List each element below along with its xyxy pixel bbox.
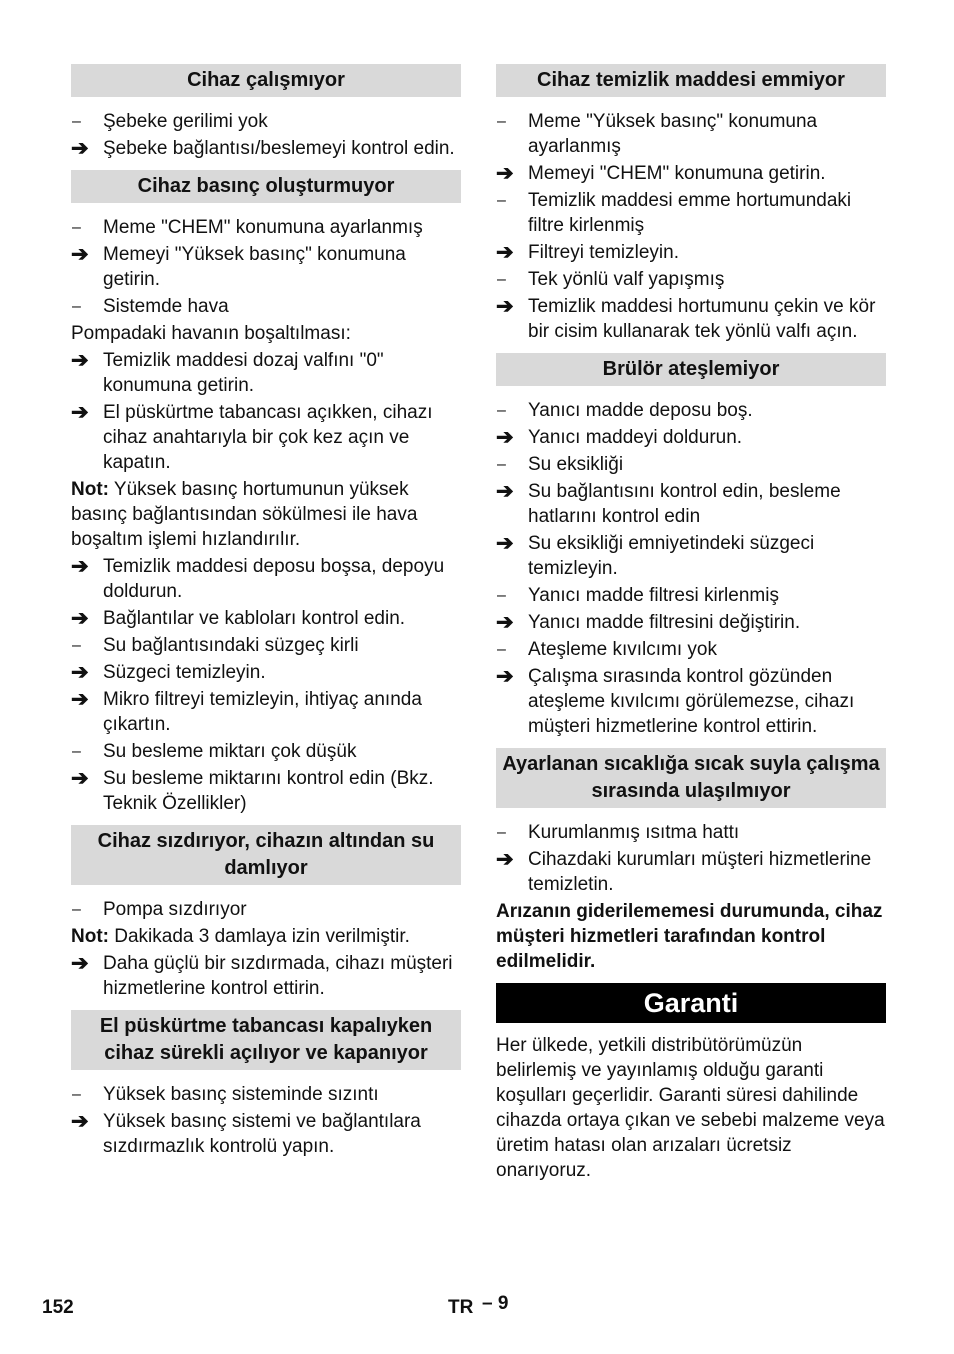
warning-text: Arızanın giderilememesi durumunda, cihaz müşteri hizmetleri tarafından kontrol edilmelidir. [496,901,883,972]
item-text: Şebeke bağlantısı/beslemeyi kontrol edin. [103,138,455,159]
right-sections [496,64,886,974]
note-text: Yüksek basınç hortumunun yüksek basınç bağlantısından sökülmesi ile hava boşaltım işlemi hızlandırılır. [71,479,418,550]
section-heading: Cihaz basınç oluşturmuyor [71,170,461,203]
item-text: Su eksikliği [528,454,624,475]
arrow-right-icon: ➔ [71,767,89,790]
remedy-item [71,348,461,398]
arrow-right-icon: ➔ [496,848,514,871]
note [71,477,461,552]
right-column [496,64,886,1185]
section [496,748,886,974]
problem-item [496,452,886,477]
dash-bullet: – [497,456,506,473]
note-label: Not: [71,479,109,500]
dash-bullet: – [497,113,506,130]
item-text: Temizlik maddesi deposu boşsa, depoyu doldurun. [103,556,445,602]
problem-item [71,294,461,319]
remedy-item [496,161,886,186]
remedy-item [496,294,886,344]
item-text: Yanıcı maddeyi doldurun. [528,427,743,448]
item-text: Temizlik maddesi dozaj valfını "0" konumuna getirin. [103,350,384,396]
arrow-right-icon: ➔ [496,295,514,318]
item-text: Su eksikliği emniyetindeki süzgeci temizleyin. [528,533,815,579]
dash-bullet: – [72,1086,81,1103]
problem-item [71,897,461,922]
arrow-right-icon: ➔ [71,952,89,975]
problem-item [71,1082,461,1107]
remedy-item [496,240,886,265]
garanti-heading: Garanti [496,983,886,1023]
remedy-item [71,554,461,604]
section-heading: Ayarlanan sıcaklığa sıcak suyla çalışma sırasında ulaşılmıyor [496,748,886,808]
item-text: Yüksek basınç sisteminde sızıntı [103,1084,379,1105]
arrow-right-icon: ➔ [71,243,89,266]
dash-bullet: – [72,219,81,236]
remedy-item [71,951,461,1001]
arrow-right-icon: ➔ [496,665,514,688]
item-text: Sistemde hava [103,296,229,317]
remedy-item [496,610,886,635]
section-heading: Brülör ateşlemiyor [496,353,886,386]
arrow-right-icon: ➔ [496,426,514,449]
remedy-item [496,847,886,897]
dash-bullet: – [497,587,506,604]
note-label: Not: [71,926,109,947]
dash-bullet: – [72,743,81,760]
section [71,1010,461,1159]
footer-section: – 9 [482,1293,509,1314]
item-text: Yanıcı madde deposu boş. [528,400,753,421]
section [496,353,886,739]
dash-bullet: – [72,637,81,654]
item-text: Meme "Yüksek basınç" konumuna ayarlanmış [528,111,818,157]
problem-item [496,398,886,423]
page-number: 152 [42,1297,74,1318]
arrow-right-icon: ➔ [71,1110,89,1133]
item-text: Yüksek basınç sistemi ve bağlantılara sızdırmazlık kontrolü yapın. [103,1111,421,1157]
remedy-item [71,242,461,292]
item-text: Yanıcı madde filtresi kirlenmiş [528,585,779,606]
item-text: Daha güçlü bir sızdırmada, cihazı müşteri hizmetlerine kontrol ettirin. [103,953,453,999]
problem-item [71,109,461,134]
item-text: Mikro filtreyi temizleyin, ihtiyaç anında çıkartın. [103,689,422,735]
problem-item [496,637,886,662]
arrow-right-icon: ➔ [71,555,89,578]
remedy-item [71,136,461,161]
item-text: Temizlik maddesi emme hortumundaki filtre kirlenmiş [528,190,852,236]
item-text: Çalışma sırasında kontrol gözünden ateşleme kıvılcımı görülemezse, cihazı müşteri hizmetlerine kontrol ettirin. [528,666,855,737]
remedy-item [496,479,886,529]
remedy-item [71,400,461,475]
arrow-right-icon: ➔ [71,661,89,684]
dash-bullet: – [497,824,506,841]
dash-bullet: – [497,192,506,209]
section [71,64,461,161]
arrow-right-icon: ➔ [71,349,89,372]
item-text: Şebeke gerilimi yok [103,111,268,132]
item-text: Su bağlantısındaki süzgeç kirli [103,635,359,656]
dash-bullet: – [497,271,506,288]
remedy-item [71,606,461,631]
left-column [71,64,461,1168]
item-text: Meme "CHEM" konumuna ayarlanmış [103,217,423,238]
dash-bullet: – [72,113,81,130]
item-text: Süzgeci temizleyin. [103,662,266,683]
item-text: Cihazdaki kurumları müşteri hizmetlerine temizletin. [528,849,872,895]
item-text: Su bağlantısını kontrol edin, besleme hatlarını kontrol edin [528,481,841,527]
remedy-item [71,687,461,737]
item-text: Temizlik maddesi hortumunu çekin ve kör bir cisim kullanarak tek yönlü valfı açın. [528,296,876,342]
problem-item [496,820,886,845]
item-text: El püskürtme tabancası açıkken, cihazı cihaz anahtarıyla bir çok kez açın ve kapatın. [103,402,433,473]
note [71,924,461,949]
section-heading: Cihaz çalışmıyor [71,64,461,97]
arrow-right-icon: ➔ [71,137,89,160]
item-text: Bağlantılar ve kabloları kontrol edin. [103,608,406,629]
section [71,825,461,1001]
dash-bullet: – [497,641,506,658]
dash-bullet: – [497,402,506,419]
arrow-right-icon: ➔ [71,401,89,424]
arrow-right-icon: ➔ [496,241,514,264]
item-text: Tek yönlü valf yapışmış [528,269,725,290]
paragraph: Pompadaki havanın boşaltılması: [71,323,351,344]
problem-item [71,633,461,658]
item-text: Pompa sızdırıyor [103,899,247,920]
section-heading: Cihaz temizlik maddesi emmiyor [496,64,886,97]
arrow-right-icon: ➔ [496,611,514,634]
dash-bullet: – [72,298,81,315]
remedy-item [71,660,461,685]
problem-item [496,188,886,238]
remedy-item [496,531,886,581]
problem-item [496,583,886,608]
item-text: Memeyi "CHEM" konumuna getirin. [528,163,826,184]
item-text: Su besleme miktarı çok düşük [103,741,357,762]
problem-item [496,267,886,292]
remedy-item [496,425,886,450]
section-heading: El püskürtme tabancası kapalıyken cihaz sürekli açılıyor ve kapanıyor [71,1010,461,1070]
problem-item [71,739,461,764]
item-text: Yanıcı madde filtresini değiştirin. [528,612,801,633]
item-text: Ateşleme kıvılcımı yok [528,639,717,660]
section [496,64,886,344]
section-heading: Cihaz sızdırıyor, cihazın altından su damlıyor [71,825,461,885]
arrow-right-icon: ➔ [71,688,89,711]
section [71,170,461,816]
remedy-item [71,1109,461,1159]
problem-item [496,109,886,159]
arrow-right-icon: ➔ [496,162,514,185]
arrow-right-icon: ➔ [496,480,514,503]
remedy-item [71,766,461,816]
item-text: Filtreyi temizleyin. [528,242,679,263]
item-text: Memeyi "Yüksek basınç" konumuna getirin. [103,244,406,290]
dash-bullet: – [72,901,81,918]
footer-lang: TR [448,1297,474,1318]
item-text: Kurumlanmış ısıtma hattı [528,822,740,843]
remedy-item [496,664,886,739]
item-text: Su besleme miktarını kontrol edin (Bkz. Teknik Özellikler) [103,768,434,814]
garanti-text: Her ülkede, yetkili distribütörümüzün belirlemiş ve yayınlamış olduğu garanti koşulları geçerlidir. Garanti süresi dahilinde cihazda ortaya çıkan ve sebebi malzeme veya üretim hatası olan arızaları ücretsiz onarıyoruz. [496,1035,885,1181]
problem-item [71,215,461,240]
arrow-right-icon: ➔ [71,607,89,630]
arrow-right-icon: ➔ [496,532,514,555]
note-text: Dakikada 3 damlaya izin verilmiştir. [108,926,410,947]
